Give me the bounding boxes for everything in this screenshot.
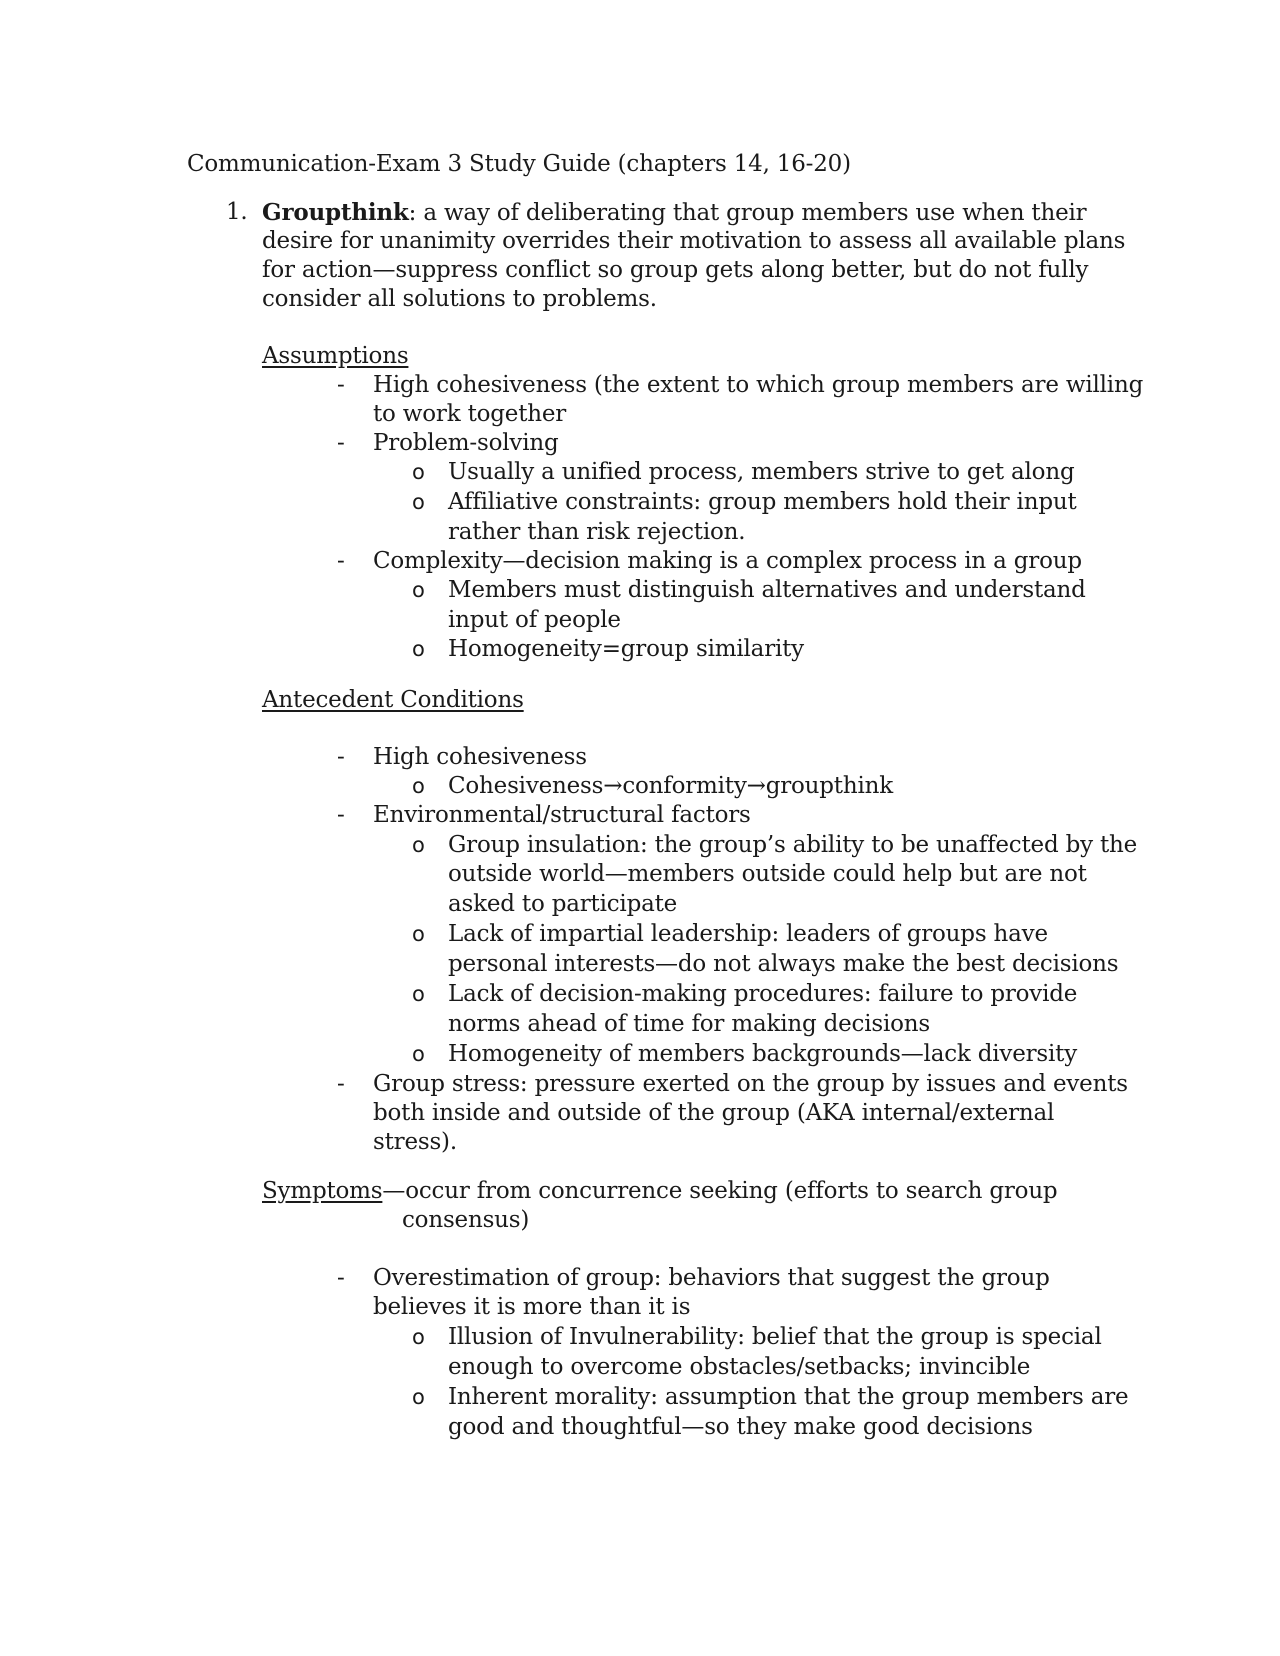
- list-item: to work together: [373, 401, 567, 427]
- list-item: asked to participate: [448, 891, 678, 917]
- circle-bullet: o: [412, 637, 425, 661]
- definition-text: : a way of deliberating that group members use when their: [408, 200, 1087, 226]
- dash-bullet: -: [337, 744, 345, 770]
- list-item: believes it is more than it is: [373, 1294, 691, 1320]
- circle-bullet: o: [412, 578, 425, 602]
- list-item: Cohesiveness→conformity→groupthink: [448, 773, 893, 799]
- circle-bullet: o: [412, 1325, 425, 1349]
- symptoms-description: —occur from concurrence seeking (efforts to search group: [382, 1178, 1058, 1204]
- dash-bullet: -: [337, 372, 345, 398]
- circle-bullet: o: [412, 982, 425, 1006]
- list-item: rather than risk rejection.: [448, 519, 746, 545]
- definition-text: consider all solutions to problems.: [262, 286, 657, 312]
- circle-bullet: o: [412, 460, 425, 484]
- list-item: High cohesiveness: [373, 744, 587, 770]
- list-item: Problem-solving: [373, 430, 559, 456]
- list-item: Overestimation of group: behaviors that suggest the group: [373, 1265, 1050, 1291]
- circle-bullet: o: [412, 774, 425, 798]
- list-number: 1.: [226, 199, 248, 225]
- list-item: Inherent morality: assumption that the group members are: [448, 1384, 1129, 1410]
- document-title: Communication-Exam 3 Study Guide (chapters 14, 16-20): [187, 151, 851, 177]
- dash-bullet: -: [337, 1265, 345, 1291]
- list-item: good and thoughtful—so they make good decisions: [448, 1414, 1033, 1440]
- list-item: Illusion of Invulnerability: belief that the group is special: [448, 1324, 1102, 1350]
- list-item: Lack of impartial leadership: leaders of groups have: [448, 921, 1048, 947]
- list-item: personal interests—do not always make the best decisions: [448, 951, 1119, 977]
- groupthink-definition-line: [262, 198, 1086, 228]
- list-item: Affiliative constraints: group members hold their input: [448, 489, 1077, 515]
- circle-bullet: o: [412, 833, 425, 857]
- circle-bullet: o: [412, 1042, 425, 1066]
- list-item: Complexity—decision making is a complex process in a group: [373, 548, 1082, 574]
- list-item: Members must distinguish alternatives and understand: [448, 577, 1086, 603]
- dash-bullet: -: [337, 548, 345, 574]
- list-item: Homogeneity=group similarity: [448, 636, 804, 662]
- term-groupthink: Groupthink: [262, 199, 409, 226]
- list-item: Group stress: pressure exerted on the group by issues and events: [373, 1071, 1128, 1097]
- list-item: both inside and outside of the group (AKA internal/external: [373, 1100, 1055, 1126]
- list-item: Group insulation: the group’s ability to be unaffected by the: [448, 832, 1138, 858]
- circle-bullet: o: [412, 1385, 425, 1409]
- assumptions-heading: Assumptions: [262, 343, 409, 369]
- list-item: Environmental/structural factors: [373, 802, 751, 828]
- list-item: stress).: [373, 1129, 457, 1155]
- antecedent-heading: Antecedent Conditions: [262, 687, 524, 713]
- definition-text: for action—suppress conflict so group gets along better, but do not fully: [262, 257, 1089, 283]
- symptoms-heading-line: [262, 1177, 1057, 1206]
- definition-text: desire for unanimity overrides their motivation to assess all available plans: [262, 228, 1126, 254]
- list-item: norms ahead of time for making decisions: [448, 1011, 930, 1037]
- circle-bullet: o: [412, 490, 425, 514]
- symptoms-heading: Symptoms: [262, 1178, 383, 1204]
- dash-bullet: -: [337, 802, 345, 828]
- list-item: enough to overcome obstacles/setbacks; invincible: [448, 1354, 1031, 1380]
- dash-bullet: -: [337, 430, 345, 456]
- list-item: input of people: [448, 607, 621, 633]
- list-item: High cohesiveness (the extent to which group members are willing: [373, 372, 1144, 398]
- symptoms-description: consensus): [402, 1207, 530, 1233]
- list-item: Usually a unified process, members strive to get along: [448, 459, 1075, 485]
- dash-bullet: -: [337, 1071, 345, 1097]
- list-item: outside world—members outside could help but are not: [448, 861, 1087, 887]
- list-item: Homogeneity of members backgrounds—lack diversity: [448, 1041, 1078, 1067]
- circle-bullet: o: [412, 922, 425, 946]
- list-item: Lack of decision-making procedures: failure to provide: [448, 981, 1078, 1007]
